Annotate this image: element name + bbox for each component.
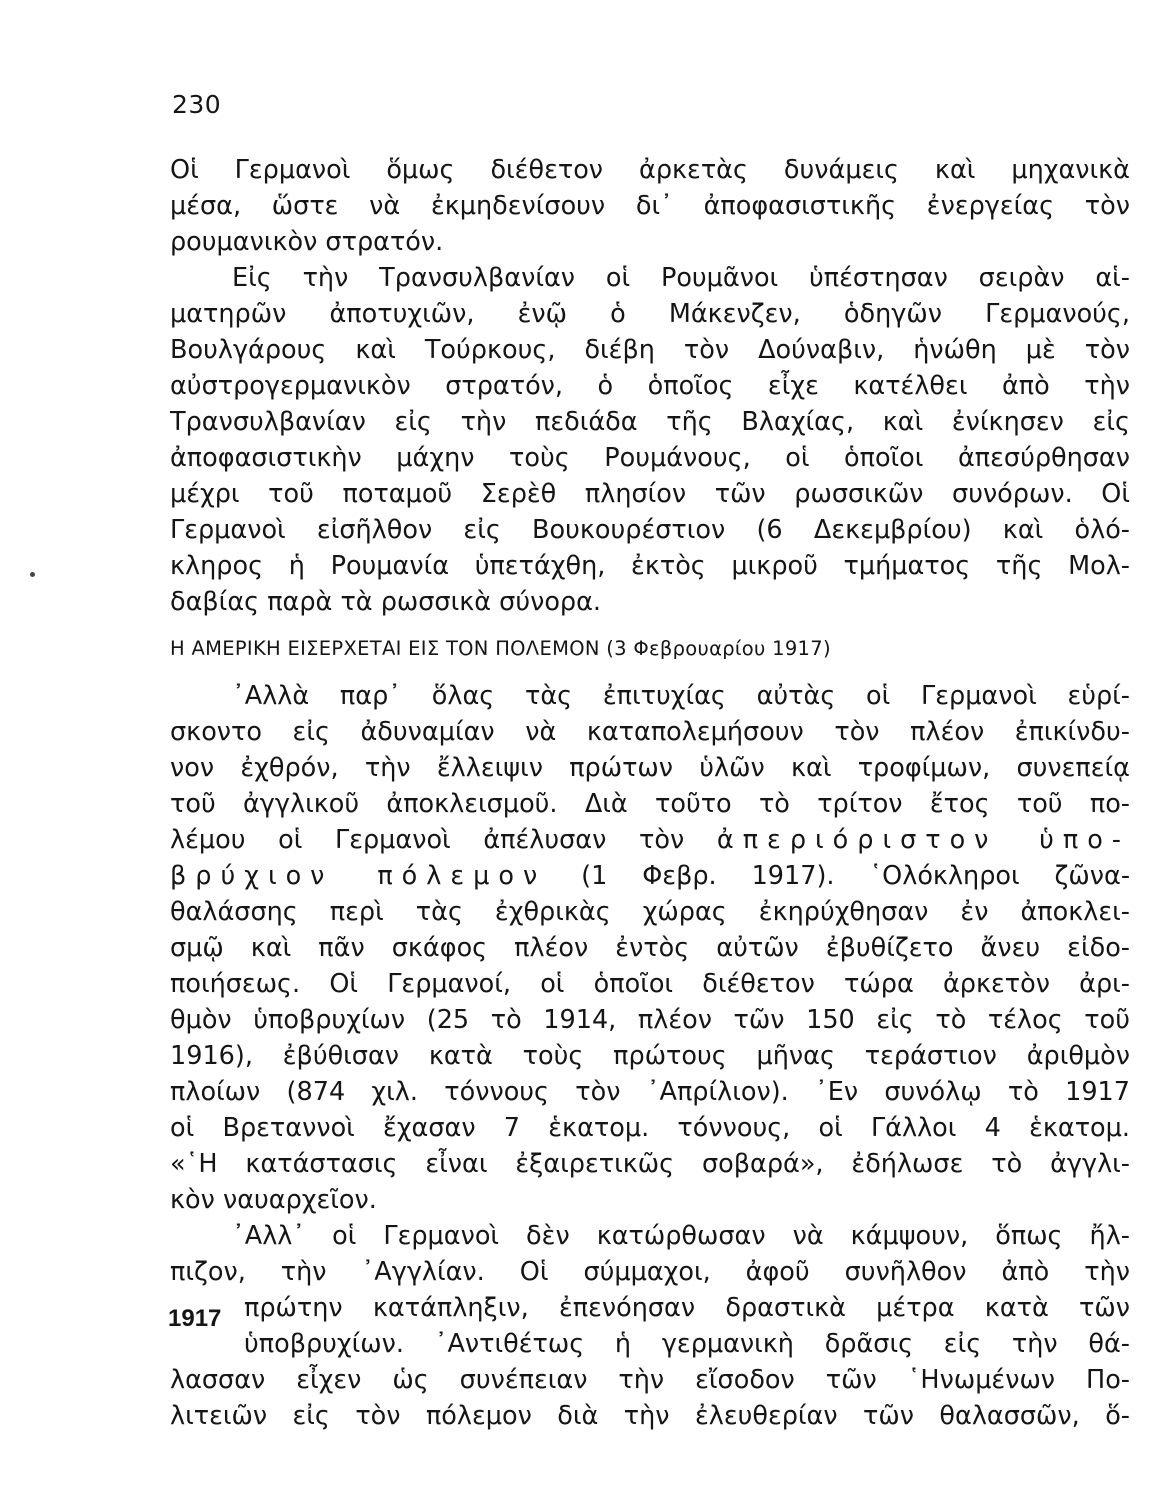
- text-line: κὸν ναυαρχεῖον.: [170, 1185, 377, 1215]
- body-text: [170, 152, 1130, 1434]
- section-heading: [170, 620, 1130, 678]
- text-line: [170, 858, 1130, 894]
- text-line: [170, 822, 1130, 858]
- text-line: μέχρι τοῦ ποταμοῦ Σερὲθ πλησίον τῶν ρωσσικῶν συνόρων. Οἱ: [170, 479, 1130, 509]
- text-line: Εἰς τὴν Τρανσυλβανίαν οἱ Ρουμᾶνοι ὑπέστησαν σειρὰν αἱ-: [232, 263, 1130, 293]
- heading-title: Η ΑΜΕΡΙΚΗ ΕΙΣΕΡΧΕΤΑΙ ΕΙΣ ΤΟΝ ΠΟΛΕΜΟΝ: [170, 637, 600, 660]
- spaced-emphasis: ἀπεριόριστον ὑπο-: [716, 825, 1130, 855]
- text-line: λασσαν εἶχεν ὡς συνέπειαν τὴν εἴσοδον τῶν ῾Ηνωμένων Πο-: [170, 1365, 1130, 1395]
- page-number: 230: [172, 90, 222, 119]
- text-line: αὐστρογερμανικὸν στρατόν, ὁ ὁποῖος εἶχε κατέλθει ἀπὸ τὴν: [170, 371, 1130, 401]
- text-line: θαλάσσης περὶ τὰς ἐχθρικὰς χώρας ἐκηρύχθησαν ἐν ἀποκλει-: [170, 897, 1130, 927]
- spaced-emphasis: βρύχιον πόλεμον: [170, 861, 547, 891]
- text-line: «῾Η κατάστασις εἶναι ἐξαιρετικῶς σοβαρά», ἐδήλωσε τὸ ἀγγλι-: [170, 1149, 1130, 1179]
- margin-year-note: 1917: [168, 1305, 222, 1332]
- text-line: κληρος ἡ Ρουμανία ὑπετάχθη, ἐκτὸς μικροῦ τμήματος τῆς Μολ-: [170, 551, 1130, 581]
- text-fragment: (1 Φεβρ. 1917). ῾Ολόκληροι ζῶνα-: [581, 861, 1131, 891]
- text-line: ᾽Αλλὰ παρ᾽ ὅλας τὰς ἐπιτυχίας αὐτὰς οἱ Γερμανοὶ εὑρί-: [232, 681, 1130, 711]
- text-line: ᾽Αλλ᾽ οἱ Γερμανοὶ δὲν κατώρθωσαν νὰ κάμψουν, ὅπως ἤλ-: [232, 1221, 1130, 1251]
- text-line: πρώτην κατάπληξιν, ἐπενόησαν δραστικὰ μέτρα κατὰ τῶν: [244, 1293, 1130, 1323]
- text-line: μέσα, ὥστε νὰ ἐκμηδενίσουν δι᾽ ἀποφασιστικῆς ἐνεργείας τὸν: [170, 191, 1130, 221]
- text-line: 1916), ἐβύθισαν κατὰ τοὺς πρώτους μῆνας τεράστιον ἀριθμὸν: [170, 1041, 1130, 1071]
- text-line: νον ἐχθρόν, τὴν ἔλλειψιν πρώτων ὑλῶν καὶ τροφίμων, συνεπείᾳ: [170, 753, 1130, 783]
- text-line: ρουμανικὸν στρατόν.: [170, 227, 444, 257]
- text-line: Οἱ Γερμανοὶ ὅμως διέθετον ἀρκετὰς δυνάμεις καὶ μηχανικὰ: [170, 155, 1130, 185]
- text-line: τοῦ ἀγγλικοῦ ἀποκλεισμοῦ. Διὰ τοῦτο τὸ τρίτον ἔτος τοῦ πο-: [170, 789, 1130, 819]
- text-line: Γερμανοὶ εἰσῆλθον εἰς Βουκουρέστιον (6 Δεκεμβρίου) καὶ ὁλό-: [170, 515, 1130, 545]
- text-line: Βουλγάρους καὶ Τούρκους, διέβη τὸν Δούναβιν, ἡνώθη μὲ τὸν: [170, 335, 1130, 365]
- text-line: θμὸν ὑποβρυχίων (25 τὸ 1914, πλέον τῶν 150 εἰς τὸ τέλος τοῦ: [170, 1005, 1130, 1035]
- text-line: ὑποβρυχίων. ᾽Αντιθέτως ἡ γερμανικὴ δρᾶσις εἰς τὴν θά-: [244, 1329, 1130, 1359]
- text-fragment: λέμου οἱ Γερμανοὶ ἀπέλυσαν τὸν: [170, 825, 685, 855]
- text-line: σμῷ καὶ πᾶν σκάφος πλέον ἐντὸς αὐτῶν ἐβυθίζετο ἄνευ εἰδο-: [170, 933, 1130, 963]
- text-line: πλοίων (874 χιλ. τόννους τὸν ᾽Απρίλιον). ᾽Εν συνόλῳ τὸ 1917: [170, 1077, 1130, 1107]
- margin-dot: [30, 572, 35, 577]
- text-line: δαβίας παρὰ τὰ ρωσσικὰ σύνορα.: [170, 587, 602, 617]
- text-line: λιτειῶν εἰς τὸν πόλεμον διὰ τὴν ἐλευθερίαν τῶν θαλασσῶν, ὅ-: [170, 1401, 1130, 1431]
- text-line: Τρανσυλβανίαν εἰς τὴν πεδιάδα τῆς Βλαχίας, καὶ ἐνίκησεν εἰς: [170, 407, 1130, 437]
- text-line: ματηρῶν ἀποτυχιῶν, ἐνῷ ὁ Μάκενζεν, ὁδηγῶν Γερμανούς,: [170, 299, 1130, 329]
- heading-date: (3 Φεβρουαρίου 1917): [606, 637, 831, 660]
- text-line: ποιήσεως. Οἱ Γερμανοί, οἱ ὁποῖοι διέθετον τώρα ἀρκετὸν ἀρι-: [170, 969, 1130, 999]
- text-line: σκοντο εἰς ἀδυναμίαν νὰ καταπολεμήσουν τὸν πλέον ἐπικίνδυ-: [170, 717, 1130, 747]
- text-line: πιζον, τὴν ᾽Αγγλίαν. Οἱ σύμμαχοι, ἀφοῦ συνῆλθον ἀπὸ τὴν: [170, 1257, 1130, 1287]
- text-line: ἀποφασιστικὴν μάχην τοὺς Ρουμάνους, οἱ ὁποῖοι ἀπεσύρθησαν: [170, 443, 1130, 473]
- text-line: οἱ Βρεταννοὶ ἔχασαν 7 ἑκατομ. τόννους, οἱ Γάλλοι 4 ἑκατομ.: [170, 1113, 1130, 1143]
